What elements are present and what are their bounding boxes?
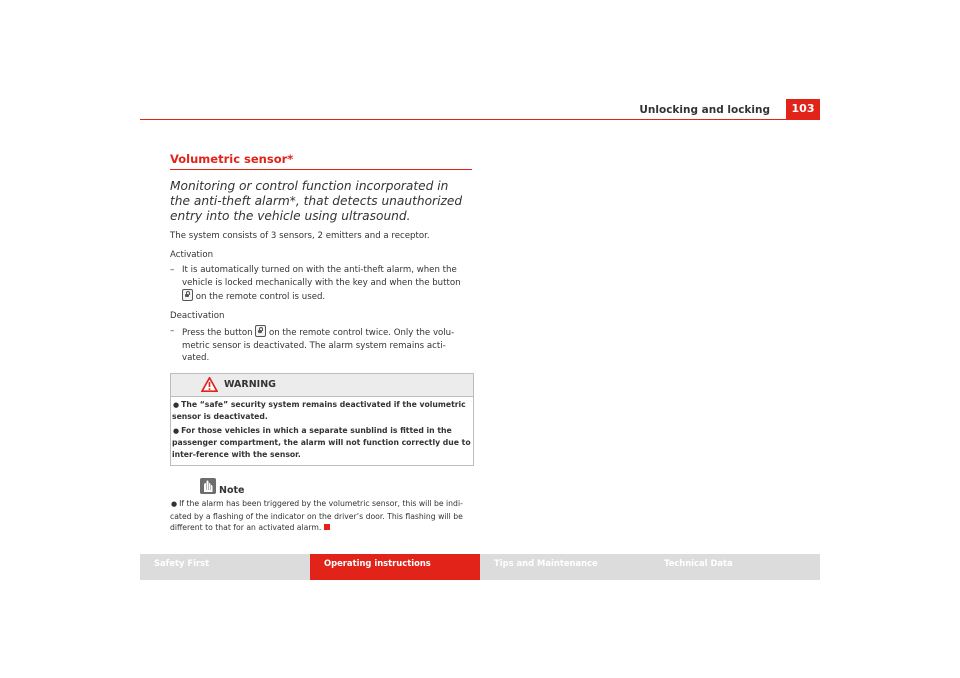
note-text: If the alarm has been triggered by the volumetric sensor, this will be indi-cated by a flashing of the indicator on the driver’s door. This flashing will be different to that for an activated alarm. (170, 499, 463, 532)
header-rule (140, 119, 820, 120)
warning-item-text: The “safe” security system remains deactivated if the volumetric sensor is deactivated. (172, 399, 466, 421)
dash-marker: – (170, 326, 175, 336)
warning-triangle-icon (201, 377, 218, 392)
section-intro: Monitoring or control function incorporated in the anti-theft alarm*, that detects unauthorized entry into the vehicle using ultrasound. (170, 179, 463, 223)
activation-heading: Activation (170, 249, 214, 260)
footer-tab-tips-and-maintenance[interactable]: Tips and Maintenance (480, 554, 650, 580)
warning-body (171, 397, 473, 466)
lock-key-icon (255, 325, 266, 337)
bullet-icon: ● (171, 500, 178, 508)
lock-key-icon (182, 289, 193, 301)
end-of-section-icon (324, 524, 330, 530)
note-header (170, 476, 472, 498)
main-content (170, 152, 472, 534)
system-description: The system consists of 3 sensors, 2 emitters and a receptor. (170, 231, 430, 241)
activation-text-part1: It is automatically turned on with the anti-theft alarm, when the vehicle is locked mechanically with the key and when the button (182, 265, 461, 288)
warning-box (170, 373, 474, 467)
activation-step (170, 264, 472, 304)
deactivation-heading: Deactivation (170, 310, 225, 321)
footer-tab-technical-data[interactable]: Technical Data (650, 554, 820, 580)
footer-tab-operating-instructions[interactable]: Operating instructions (310, 554, 480, 580)
footer-tab-safety-first[interactable]: Safety First (140, 554, 310, 580)
note-label: Note (219, 485, 245, 496)
dash-marker: – (170, 265, 175, 275)
warning-label: WARNING (224, 378, 276, 390)
warning-item-text: For those vehicles in which a separate sunblind is fitted in the passenger compartment, the alarm will not function correctly due to inter-ference with the sensor. (172, 425, 471, 459)
note-body (170, 498, 472, 534)
activation-text-part2: on the remote control is used. (195, 292, 326, 302)
deactivation-text-part1: Press the button (182, 328, 253, 338)
section-title: Volumetric sensor* (170, 152, 472, 170)
note-icon (200, 478, 216, 494)
deactivation-step (170, 325, 472, 365)
deactivation-text-part2: on the remote control twice. Only the volu-metric sensor is deactivated. The alarm system remains acti-vated. (182, 328, 455, 363)
page-number: 103 (786, 99, 820, 119)
warning-item (172, 425, 472, 461)
running-header-title: Unlocking and locking (639, 104, 770, 116)
bullet-icon: ● (173, 426, 180, 435)
bullet-icon: ● (173, 400, 180, 409)
warning-item (172, 399, 472, 423)
warning-header (171, 374, 473, 397)
